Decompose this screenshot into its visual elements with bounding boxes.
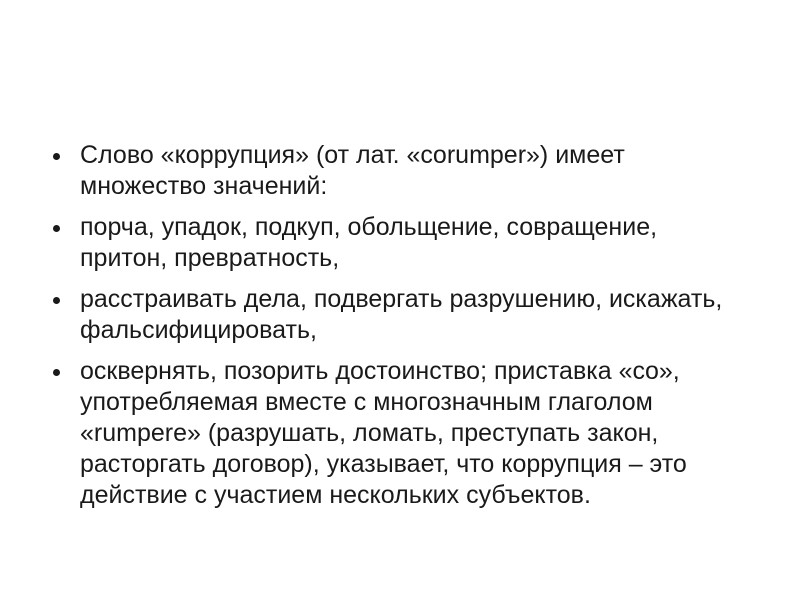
bullet-item-4	[50, 356, 750, 511]
bullet-text-3: расстраивать дела, подвергать разрушению, искажать, фальсифицировать,	[80, 285, 723, 344]
bullet-item-1	[50, 140, 750, 202]
bullet-item-3	[50, 284, 750, 346]
bullet-text-2: порча, упадок, подкуп, обольщение, совращение, притон, превратность,	[80, 213, 658, 272]
bullet-item-2	[50, 212, 750, 274]
bullet-text-4: осквернять, позорить достоинство; приставка «co», употребляемая вместе с многозначным глаголом «rumpere» (разрушать, ломать, преступать закон, расторгать договор), указывает, что коррупция – это действие с участием нескольких субъектов.	[80, 357, 687, 509]
bullet-list	[50, 140, 750, 521]
bullet-text-1: Слово «коррупция» (от лат. «corumper») имеет множество значений:	[80, 141, 625, 200]
